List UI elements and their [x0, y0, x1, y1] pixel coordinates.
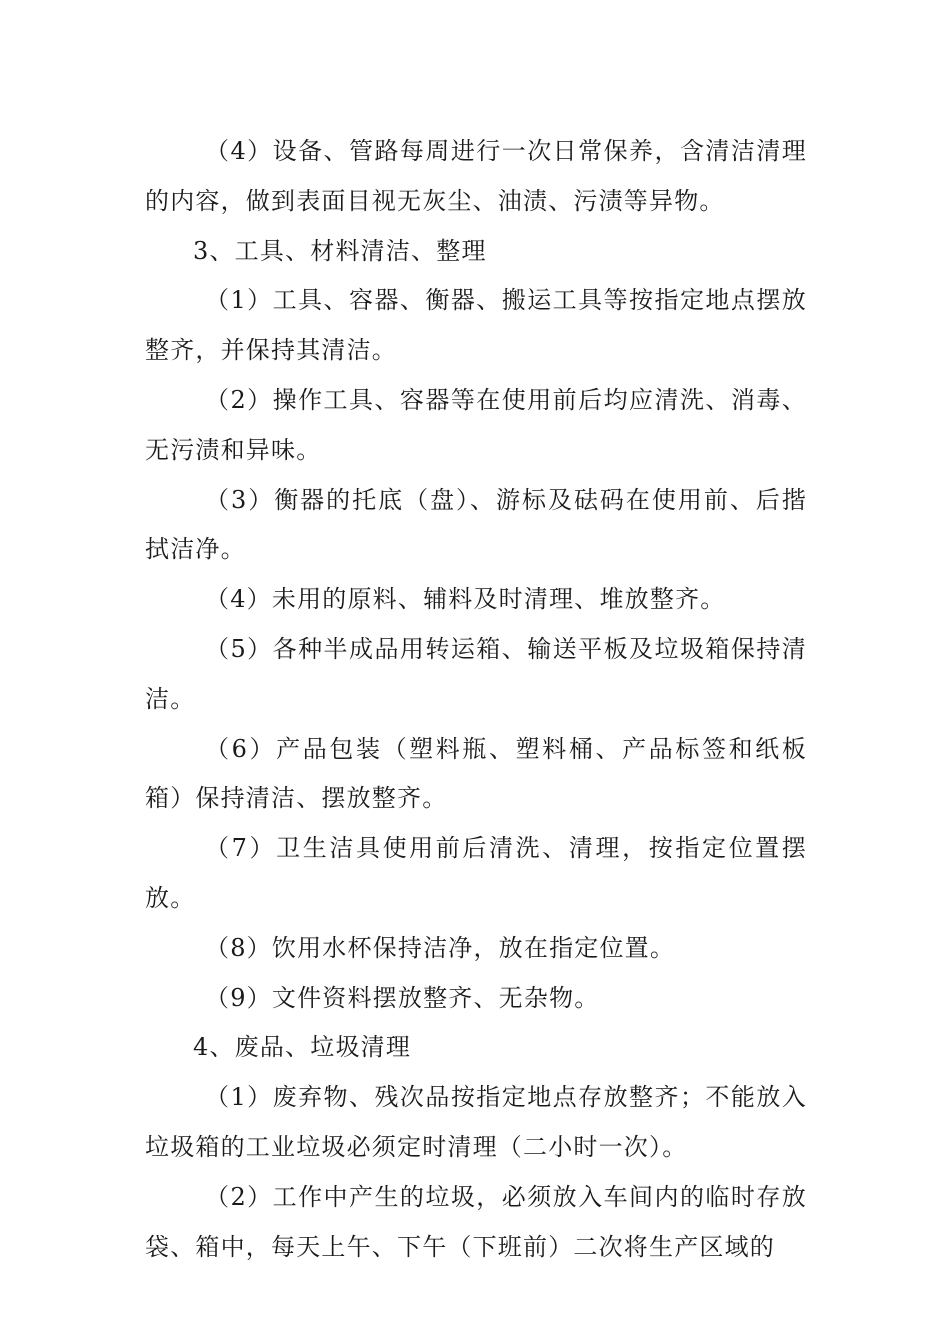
section-heading-4: 4、废品、垃圾清理	[193, 1033, 412, 1062]
paragraph-item-8-cups: （8）饮用水杯保持洁净，放在指定位置。	[205, 933, 676, 962]
paragraph-item-1-tools: （1）工具、容器、衡器、搬运工具等按指定地点摆放整齐，并保持其清洁。	[145, 286, 807, 365]
paragraph-item-2-garbage: （2）工作中产生的垃圾，必须放入车间内的临时存放袋、箱中，每天上午、下午（下班前）二次将生产区域的	[145, 1182, 807, 1261]
paragraph-item-2-operating-tools: （2）操作工具、容器等在使用前后均应清洗、消毒、无污渍和异味。	[145, 385, 807, 464]
paragraph-item-4-materials: （4）未用的原料、辅料及时清理、堆放整齐。	[205, 585, 726, 614]
paragraph-item-3-scales: （3）衡器的托底（盘）、游标及砝码在使用前、后揩拭洁净。	[145, 485, 807, 564]
paragraph-item-7-sanitary: （7）卫生洁具使用前后清洗、清理，按指定位置摆放。	[145, 834, 807, 912]
paragraph-item-1-waste: （1）废弃物、残次品按指定地点存放整齐；不能放入垃圾箱的工业垃圾必须定时清理（二小时一次）。	[145, 1083, 807, 1161]
document-body	[145, 127, 807, 1272]
paragraph-item-4-equipment: （4）设备、管路每周进行一次日常保养，含清洁清理的内容，做到表面目视无灰尘、油渍、污渍等异物。	[145, 137, 807, 215]
paragraph-item-9-documents: （9）文件资料摆放整齐、无杂物。	[205, 983, 600, 1012]
section-heading-3: 3、工具、材料清洁、整理	[193, 236, 487, 265]
paragraph-item-6-packaging: （6）产品包装（塑料瓶、塑料桶、产品标签和纸板箱）保持清洁、摆放整齐。	[145, 734, 807, 813]
paragraph-item-5-semi-finished: （5）各种半成品用转运箱、输送平板及垃圾箱保持清洁。	[145, 634, 807, 713]
